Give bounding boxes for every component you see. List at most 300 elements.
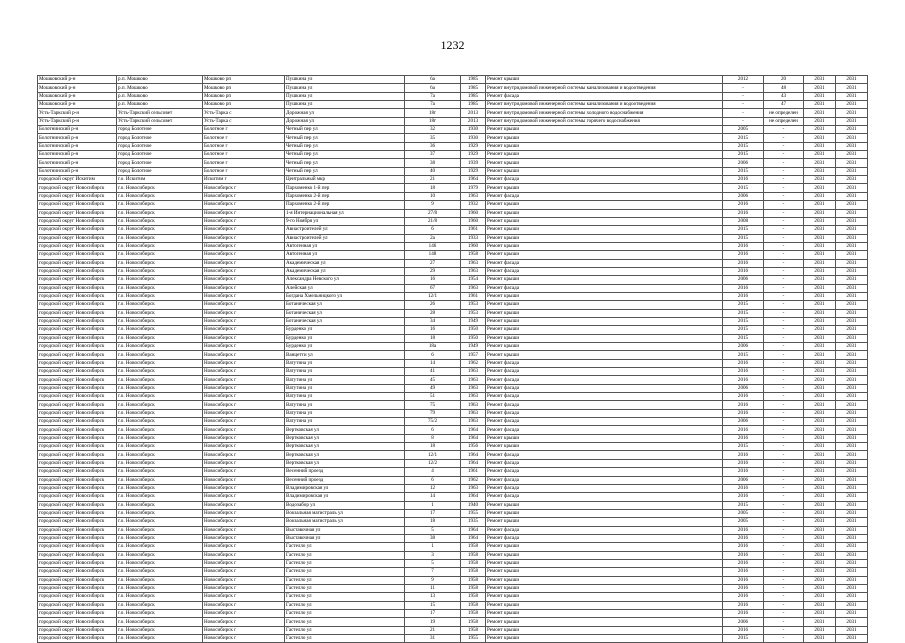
wear-cell: не определен [764,117,804,125]
work-type-cell: Ремонт крыши [486,309,723,317]
street-cell: Гастелло ул [285,584,405,592]
district-cell: городской округ Новосибирск [38,459,117,467]
build-year-cell: 1960 [461,209,486,217]
last-repair-year-cell: 2006 [723,343,764,351]
house-number-cell: 1 [405,501,461,509]
street-cell: Бурденко ул [285,326,405,334]
house-number-cell: 29 [405,267,461,275]
wear-cell: - [764,635,804,643]
settlement-cell: Новосибирск г [203,626,285,634]
work-type-cell: Ремонт крыши [486,251,723,259]
work-type-cell: Ремонт фасада [486,401,723,409]
table-row [38,101,868,109]
last-repair-year-cell: 2016 [723,593,764,601]
wear-cell: 20 [764,76,804,84]
district-cell: городской округ Новосибирск [38,518,117,526]
build-year-cell: 1960 [461,242,486,250]
municipality-cell: г.о. Новосибирск [117,593,203,601]
build-year-cell: 1930 [461,126,486,134]
district-cell: городской округ Новосибирск [38,476,117,484]
plan-start-cell: 2031 [804,518,836,526]
plan-start-cell: 2031 [804,543,836,551]
table-row [38,142,868,150]
house-number-cell: 67 [405,284,461,292]
work-type-cell: Ремонт фасада [486,384,723,392]
table-row [38,134,868,142]
settlement-cell: Новосибирск г [203,334,285,342]
street-cell: Пушкина ул [285,76,405,84]
wear-cell: - [764,526,804,534]
work-type-cell: Ремонт крыши [486,518,723,526]
plan-end-cell: 2031 [836,184,868,192]
plan-end-cell: 2031 [836,584,868,592]
settlement-cell: Новосибирск г [203,184,285,192]
last-repair-year-cell: 2016 [723,484,764,492]
street-cell: Четный пер ул [285,151,405,159]
house-number-cell: 17 [405,509,461,517]
district-cell: Болотнинский р-н [38,167,117,175]
work-type-cell: Ремонт крыши [486,584,723,592]
table-row [38,484,868,492]
house-number-cell: 6 [405,226,461,234]
street-cell: Ватутина ул [285,359,405,367]
work-type-cell: Ремонт фасада [486,526,723,534]
settlement-cell: Мошково рп [203,101,285,109]
municipality-cell: г.о. Новосибирск [117,376,203,384]
settlement-cell: Новосибирск г [203,292,285,300]
house-number-cell: 12/1 [405,451,461,459]
district-cell: Мошковский р-н [38,84,117,92]
wear-cell: - [764,443,804,451]
plan-start-cell: 2031 [804,192,836,200]
municipality-cell: г.о. Новосибирск [117,443,203,451]
district-cell: городской округ Новосибирск [38,610,117,618]
wear-cell: - [764,326,804,334]
plan-start-cell: 2031 [804,459,836,467]
municipality-cell: р.п. Мошково [117,92,203,100]
table-row [38,351,868,359]
settlement-cell: Новосибирск г [203,284,285,292]
wear-cell: - [764,610,804,618]
build-year-cell: 1985 [461,84,486,92]
plan-start-cell: 2031 [804,301,836,309]
wear-cell: - [764,626,804,634]
build-year-cell: 1962 [461,359,486,367]
street-cell: Дорожная ул [285,117,405,125]
municipality-cell: г.о. Новосибирск [117,259,203,267]
table-row [38,393,868,401]
plan-start-cell: 2031 [804,309,836,317]
district-cell: городской округ Новосибирск [38,251,117,259]
work-type-cell: Ремонт крыши [486,167,723,175]
municipality-cell: г.о. Новосибирск [117,551,203,559]
settlement-cell: Болотное г [203,151,285,159]
house-number-cell: 2а [405,234,461,242]
municipality-cell: г.о. Новосибирск [117,635,203,643]
last-repair-year-cell: 2016 [723,242,764,250]
wear-cell: - [764,509,804,517]
district-cell: городской округ Новосибирск [38,284,117,292]
wear-cell: 47 [764,101,804,109]
municipality-cell: г.о. Новосибирск [117,409,203,417]
settlement-cell: Новосибирск г [203,276,285,284]
build-year-cell: 1963 [461,368,486,376]
work-type-cell: Ремонт крыши [486,618,723,626]
plan-end-cell: 2031 [836,368,868,376]
house-number-cell: 6 [405,476,461,484]
plan-start-cell: 2031 [804,601,836,609]
municipality-cell: г.о. Новосибирск [117,601,203,609]
build-year-cell: 1950 [461,326,486,334]
plan-start-cell: 2031 [804,109,836,117]
plan-start-cell: 2031 [804,635,836,643]
work-type-cell: Ремонт внутридомовой инженерной системы канализования и водоотведения [486,101,723,109]
municipality-cell: г.о. Новосибирск [117,626,203,634]
plan-start-cell: 2031 [804,368,836,376]
table-row [38,217,868,225]
table-row [38,618,868,626]
plan-end-cell: 2031 [836,76,868,84]
plan-end-cell: 2031 [836,151,868,159]
plan-end-cell: 2031 [836,159,868,167]
street-cell: Четный пер ул [285,134,405,142]
plan-end-cell: 2031 [836,209,868,217]
district-cell: городской округ Новосибирск [38,576,117,584]
plan-end-cell: 2031 [836,526,868,534]
street-cell: Весенний проезд [285,468,405,476]
wear-cell: - [764,343,804,351]
table-row [38,176,868,184]
last-repair-year-cell: 2016 [723,401,764,409]
last-repair-year-cell: 2016 [723,267,764,275]
plan-end-cell: 2031 [836,192,868,200]
district-cell: городской округ Новосибирск [38,626,117,634]
plan-end-cell: 2031 [836,618,868,626]
work-type-cell: Ремонт фасада [486,267,723,275]
street-cell: Гастелло ул [285,610,405,618]
wear-cell: - [764,251,804,259]
district-cell: городской округ Новосибирск [38,551,117,559]
last-repair-year-cell: 2016 [723,209,764,217]
build-year-cell: 1940 [461,501,486,509]
house-number-cell: 18 [405,184,461,192]
street-cell: Владимировская ул [285,484,405,492]
build-year-cell: 1963 [461,409,486,417]
work-type-cell: Ремонт крыши [486,234,723,242]
house-number-cell: 146 [405,242,461,250]
build-year-cell: 1956 [461,443,486,451]
wear-cell: - [764,276,804,284]
municipality-cell: г.о. Новосибирск [117,184,203,192]
municipality-cell: г.о. Новосибирск [117,618,203,626]
plan-end-cell: 2031 [836,534,868,542]
settlement-cell: Мошково рп [203,92,285,100]
plan-start-cell: 2031 [804,568,836,576]
district-cell: городской округ Новосибирск [38,451,117,459]
municipality-cell: город Болотное [117,151,203,159]
work-type-cell: Ремонт фасада [486,534,723,542]
wear-cell: 43 [764,92,804,100]
last-repair-year-cell: 2008 [723,217,764,225]
wear-cell: - [764,459,804,467]
work-type-cell: Ремонт крыши [486,543,723,551]
plan-start-cell: 2031 [804,418,836,426]
house-number-cell: 26 [405,301,461,309]
district-cell: городской округ Новосибирск [38,426,117,434]
wear-cell: - [764,409,804,417]
table-row [38,559,868,567]
plan-end-cell: 2031 [836,401,868,409]
last-repair-year-cell: 2016 [723,393,764,401]
plan-end-cell: 2031 [836,626,868,634]
plan-end-cell: 2031 [836,234,868,242]
house-number-cell: 10 [405,192,461,200]
plan-end-cell: 2031 [836,334,868,342]
settlement-cell: Искитим г [203,176,285,184]
house-number-cell: 18г [405,109,461,117]
street-cell: Вертковская ул [285,459,405,467]
last-repair-year-cell: 2016 [723,543,764,551]
build-year-cell: 1955 [461,509,486,517]
table-row [38,234,868,242]
plan-start-cell: 2031 [804,126,836,134]
house-number-cell: 13 [405,593,461,601]
plan-start-cell: 2031 [804,493,836,501]
municipality-cell: г.о. Новосибирск [117,226,203,234]
municipality-cell: г.о. Новосибирск [117,267,203,275]
settlement-cell: Новосибирск г [203,610,285,618]
table-row [38,601,868,609]
table-row [38,384,868,392]
build-year-cell: 1964 [461,534,486,542]
work-type-cell: Ремонт фасада [486,368,723,376]
house-number-cell: 75/2 [405,418,461,426]
district-cell: городской округ Новосибирск [38,501,117,509]
street-cell: Вертковская ул [285,434,405,442]
municipality-cell: г.о. Новосибирск [117,543,203,551]
house-number-cell: 6 [405,351,461,359]
street-cell: Ванцетти ул [285,351,405,359]
settlement-cell: Новосибирск г [203,242,285,250]
plan-start-cell: 2031 [804,351,836,359]
district-cell: городской округ Новосибирск [38,267,117,275]
district-cell: городской округ Искитим [38,176,117,184]
table-row [38,334,868,342]
table-row [38,534,868,542]
table-row [38,184,868,192]
street-cell: Четный пер ул [285,142,405,150]
settlement-cell: Новосибирск г [203,251,285,259]
plan-start-cell: 2031 [804,226,836,234]
municipality-cell: г.о. Новосибирск [117,393,203,401]
plan-start-cell: 2031 [804,409,836,417]
municipality-cell: г.о. Новосибирск [117,568,203,576]
last-repair-year-cell: 2016 [723,584,764,592]
last-repair-year-cell: 2015 [723,501,764,509]
work-type-cell: Ремонт фасада [486,459,723,467]
build-year-cell: 1961 [461,226,486,234]
wear-cell: - [764,159,804,167]
plan-end-cell: 2031 [836,92,868,100]
plan-start-cell: 2031 [804,176,836,184]
municipality-cell: г.о. Новосибирск [117,234,203,242]
build-year-cell: 1953 [461,301,486,309]
last-repair-year-cell: 2015 [723,184,764,192]
build-year-cell: 1958 [461,610,486,618]
plan-start-cell: 2031 [804,234,836,242]
settlement-cell: Новосибирск г [203,584,285,592]
house-number-cell: 12/1 [405,292,461,300]
plan-start-cell: 2031 [804,484,836,492]
build-year-cell: 1932 [461,201,486,209]
last-repair-year-cell: 2006 [723,618,764,626]
plan-start-cell: 2031 [804,317,836,325]
street-cell: Ватутина ул [285,384,405,392]
wear-cell: - [764,351,804,359]
street-cell: Бурденко ул [285,334,405,342]
settlement-cell: Новосибирск г [203,443,285,451]
wear-cell: - [764,134,804,142]
municipality-cell: г.о. Новосибирск [117,209,203,217]
street-cell: Богдана Хмельницкого ул [285,292,405,300]
plan-start-cell: 2031 [804,559,836,567]
plan-start-cell: 2031 [804,167,836,175]
table-row [38,509,868,517]
last-repair-year-cell: 2016 [723,559,764,567]
build-year-cell: 1958 [461,626,486,634]
last-repair-year-cell: 2016 [723,176,764,184]
house-number-cell: 34 [405,317,461,325]
table-row [38,434,868,442]
street-cell: Гастелло ул [285,543,405,551]
district-cell: Болотнинский р-н [38,126,117,134]
district-cell: городской округ Новосибирск [38,376,117,384]
last-repair-year-cell: 2016 [723,251,764,259]
municipality-cell: г.о. Новосибирск [117,493,203,501]
work-type-cell: Ремонт фасада [486,409,723,417]
wear-cell: - [764,226,804,234]
house-number-cell: 51 [405,393,461,401]
work-type-cell: Ремонт крыши [486,576,723,584]
settlement-cell: Новосибирск г [203,309,285,317]
plan-start-cell: 2031 [804,101,836,109]
build-year-cell: 1958 [461,568,486,576]
work-type-cell: Ремонт крыши [486,126,723,134]
street-cell: Пархоменко 2-й пер [285,192,405,200]
settlement-cell: Новосибирск г [203,267,285,275]
table-row [38,451,868,459]
street-cell: 1-я Интернациональная ул [285,209,405,217]
street-cell: Четный пер ул [285,159,405,167]
street-cell: Академическая ул [285,259,405,267]
plan-start-cell: 2031 [804,376,836,384]
wear-cell: - [764,167,804,175]
build-year-cell: 1963 [461,259,486,267]
settlement-cell: Новосибирск г [203,593,285,601]
wear-cell: - [764,434,804,442]
house-number-cell: 5 [405,559,461,567]
house-number-cell: 18 [405,518,461,526]
district-cell: Болотнинский р-н [38,151,117,159]
house-number-cell: 19 [405,618,461,626]
plan-start-cell: 2031 [804,267,836,275]
plan-start-cell: 2031 [804,401,836,409]
table-row [38,551,868,559]
settlement-cell: Болотное г [203,159,285,167]
wear-cell: - [764,234,804,242]
wear-cell: - [764,501,804,509]
house-number-cell: 15 [405,601,461,609]
wear-cell: - [764,401,804,409]
settlement-cell: Новосибирск г [203,434,285,442]
municipality-cell: г.о. Новосибирск [117,284,203,292]
house-number-cell: 1 [405,543,461,551]
district-cell: городской округ Новосибирск [38,559,117,567]
wear-cell: - [764,217,804,225]
street-cell: Владимировская ул [285,493,405,501]
plan-end-cell: 2031 [836,276,868,284]
wear-cell: - [764,584,804,592]
wear-cell: - [764,618,804,626]
last-repair-year-cell: 2016 [723,201,764,209]
build-year-cell: 2013 [461,109,486,117]
district-cell: городской округ Новосибирск [38,601,117,609]
table-row [38,309,868,317]
wear-cell: - [764,468,804,476]
build-year-cell: 1954 [461,276,486,284]
table-row [38,159,868,167]
table-row [38,192,868,200]
house-number-cell: 18г [405,117,461,125]
last-repair-year-cell: 2005 [723,509,764,517]
municipality-cell: г.о. Новосибирск [117,192,203,200]
house-number-cell: 12/2 [405,459,461,467]
build-year-cell: 1930 [461,134,486,142]
build-year-cell: 1962 [461,476,486,484]
wear-cell: - [764,476,804,484]
plan-start-cell: 2031 [804,259,836,267]
house-number-cell: 79 [405,409,461,417]
settlement-cell: Новосибирск г [203,534,285,542]
table-row [38,376,868,384]
settlement-cell: Новосибирск г [203,368,285,376]
district-cell: городской округ Новосибирск [38,568,117,576]
work-type-cell: Ремонт крыши [486,551,723,559]
settlement-cell: Новосибирск г [203,551,285,559]
district-cell: Мошковский р-н [38,101,117,109]
street-cell: Четный пер ул [285,126,405,134]
wear-cell: - [764,559,804,567]
wear-cell: - [764,292,804,300]
municipality-cell: г.о. Новосибирск [117,501,203,509]
plan-start-cell: 2031 [804,626,836,634]
district-cell: Мошковский р-н [38,92,117,100]
last-repair-year-cell: 2015 [723,351,764,359]
house-number-cell: 27/8 [405,209,461,217]
street-cell: Ботаническая ул [285,317,405,325]
wear-cell: 48 [764,84,804,92]
last-repair-year-cell: 2016 [723,493,764,501]
work-type-cell: Ремонт крыши [486,201,723,209]
plan-end-cell: 2031 [836,518,868,526]
house-number-cell: 14 [405,493,461,501]
plan-end-cell: 2031 [836,409,868,417]
settlement-cell: Новосибирск г [203,576,285,584]
street-cell: Бурденко ул [285,343,405,351]
plan-end-cell: 2031 [836,309,868,317]
build-year-cell: 1958 [461,618,486,626]
work-type-cell: Ремонт крыши [486,334,723,342]
